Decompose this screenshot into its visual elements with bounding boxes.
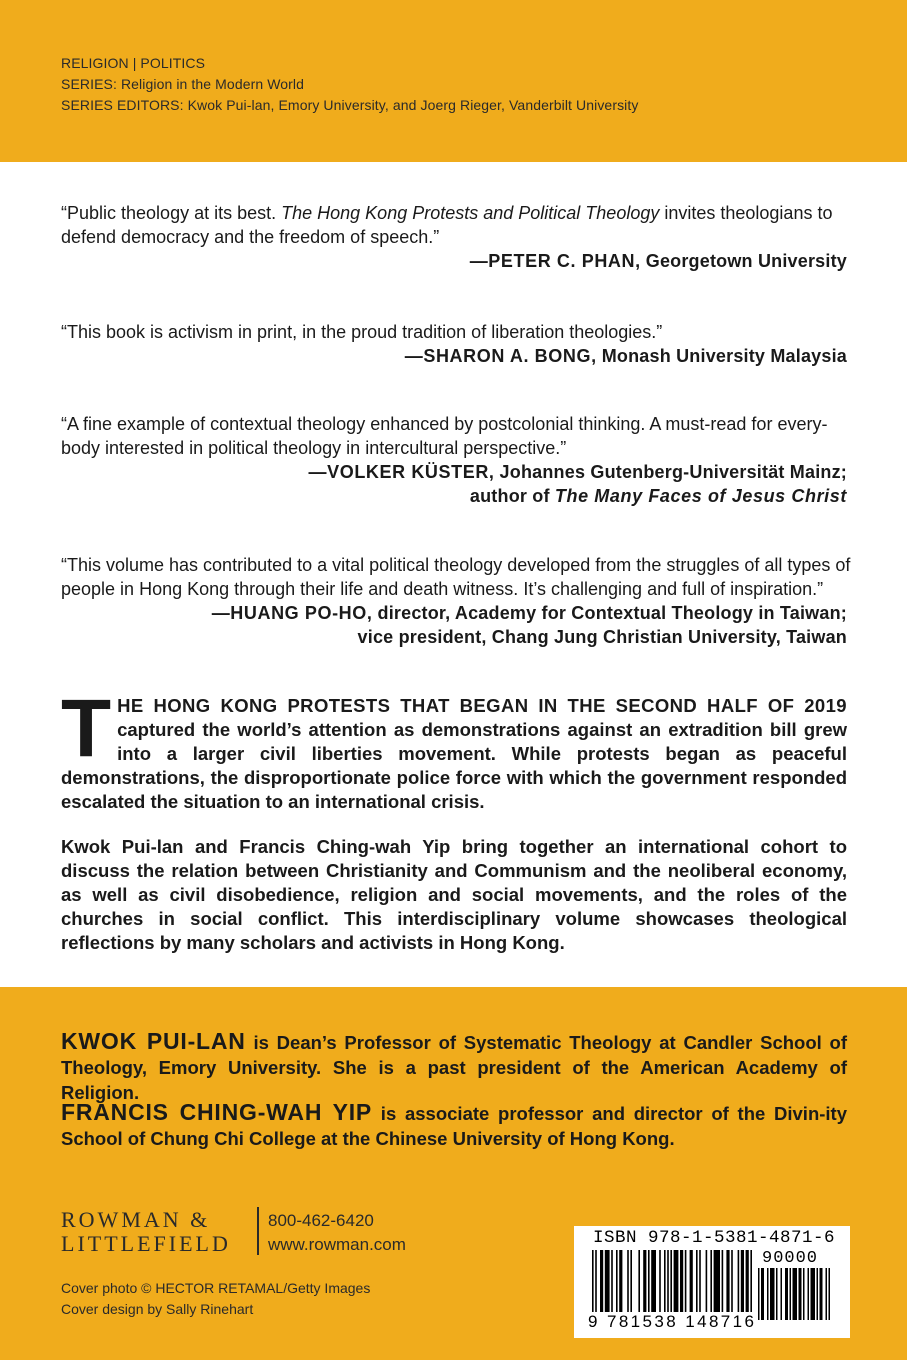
publisher-contact [268,1209,406,1257]
endorsement-text: “This volume has contributed to a vital political theology developed from the struggles of all types of people in Hong Kong through their life and death witness. It’s challenging and full of inspiration.” [61,555,851,599]
editors-line [61,95,638,116]
barcode-bar [826,1268,828,1320]
barcode-bar [638,1250,640,1316]
price-addon-number: 90000 [762,1249,819,1268]
design-credit: Cover design by Sally Rinehart [61,1301,254,1317]
barcode-bar [758,1268,760,1320]
author-bio-text: is Dean’s Professor of Systematic Theology at Candler School of Theology, Emory University. She is a past president of the American Academy of Religion. [61,1032,848,1103]
barcode-bar [611,1250,613,1316]
author-of-label: author of [469,486,555,506]
description-para2: Kwok Pui-lan and Francis Ching-wah Yip bring together an international cohort to discuss the relation between Christianity and Communism and the neoliberal economy, as well as civil disobedience, religion and social movements, and the roles of the churches in social conflict. This interdisciplinary volume showcases theological reflections by many scholars and activists in Hong Kong. [61,836,847,953]
barcode-bar [785,1268,788,1320]
barcode-bar [696,1250,698,1316]
publisher-line1: ROWMAN & [61,1207,211,1232]
endorser-extra: vice president, Chang Jung Christian University, Taiwan [357,627,847,647]
endorsement-attribution [61,601,851,625]
barcode-bar [770,1268,775,1320]
book-title: The Hong Kong Protests and Political Theology [281,203,660,223]
barcode-bar [811,1268,816,1320]
endorser-name: —PETER C. PHAN, [469,251,641,271]
barcode-bar [600,1250,603,1316]
barcode-bar [820,1268,823,1320]
barcode-bar [664,1250,666,1316]
endorser-name: —HUANG PO-HO, [211,603,373,623]
barcode-bar [738,1250,740,1316]
author-bio-1 [61,1029,847,1105]
barcode-bar [817,1268,819,1320]
categories: RELIGION | POLITICS [61,55,206,71]
barcode-bar [605,1250,610,1316]
barcode-bar [667,1250,669,1316]
barcode-bar [750,1250,752,1316]
barcode-bar [690,1250,693,1316]
barcode-bar [829,1268,831,1320]
endorser-name: —VOLKER KÜSTER, [308,462,495,482]
barcode-bar [790,1268,792,1320]
barcode-bar [627,1250,629,1316]
endorser-affiliation: Johannes Gutenberg-Universität Mainz; [499,462,847,482]
endorser-name: —SHARON A. BONG, [404,346,597,366]
series-line [61,74,638,95]
author-name: KWOK PUI-LAN [61,1028,246,1054]
barcode-bar [630,1250,632,1316]
publisher-logo [61,1208,231,1256]
barcode-bar [803,1268,805,1320]
isbn-barcode [574,1226,850,1338]
barcode-bar [685,1250,687,1316]
endorser-affiliation: Georgetown University [645,251,847,271]
barcode-bar [659,1250,661,1316]
barcode-bar [714,1250,720,1316]
endorsement-text: invites theologians to defend democracy and the freedom of speech.” [61,203,833,247]
drop-cap: T [61,683,112,774]
cover-credits [61,1278,370,1320]
isbn-number: ISBN 978-1-5381-4871-6 [593,1228,836,1248]
author-bio-2 [61,1100,847,1151]
series-info [61,53,638,116]
publisher-website: www.rowman.com [268,1235,406,1254]
series-name: Religion in the Modern World [120,76,305,92]
endorsement-2 [61,320,851,368]
barcode-bar [670,1250,672,1316]
endorser-affiliation: Monash University Malaysia [601,346,847,366]
barcode-bar [776,1268,778,1320]
barcode-bar [619,1250,622,1316]
barcode-bar [726,1250,729,1316]
barcode-bar [643,1250,646,1316]
endorsement-attribution-extra [61,625,851,649]
book-description-p2 [61,835,847,955]
endorsement-attribution [61,460,851,484]
editors-label: SERIES EDITORS: [61,97,184,113]
publisher-line2: LITTLEFIELD [61,1231,231,1256]
barcode-bar [746,1250,749,1316]
barcode-bar [674,1250,679,1316]
description-body: captured the world’s attention as demonstrations against an extradition bill grew into a larger civil liberties movement. While protests began as peaceful demonstrations, the disproportionate police force with which the government responded escalated the situation to an international crisis. [61,719,847,812]
barcode-bar [616,1250,618,1316]
barcode-bar [680,1250,683,1316]
endorser-book-title: The Many Faces of Jesus Christ [554,486,847,506]
endorsement-attribution [61,344,851,368]
barcode-bar [648,1250,650,1316]
endorsement-3 [61,412,851,508]
description-lead: HE HONG KONG PROTESTS THAT BEGAN IN THE SECOND HALF OF 2019 [117,695,847,716]
barcode-bar [808,1268,810,1320]
ean-digits: 9 781538 148716 [588,1312,757,1331]
publisher-phone: 800-462-6420 [268,1211,374,1230]
editors-names: Kwok Pui-lan, Emory University, and Joerg Rieger, Vanderbilt University [187,97,639,113]
barcode-bar [767,1268,769,1320]
series-label: SERIES: [61,76,117,92]
photo-credit: Cover photo © HECTOR RETAMAL/Getty Images [61,1280,371,1296]
addon-bars [758,1268,832,1330]
publisher-divider [257,1207,259,1255]
endorsement-attribution-extra [61,484,851,508]
barcode-bar [651,1250,656,1316]
endorsement-1 [61,201,851,273]
endorsement-attribution [61,249,851,273]
barcode-bar [781,1268,783,1320]
barcode-bar [722,1250,724,1316]
endorsement-text: “This book is activism in print, in the proud tradition of liberation theologies.” [61,322,663,342]
barcode-bar [761,1268,764,1320]
book-description-p1 [61,683,847,814]
barcode-bar [699,1250,701,1316]
barcode-bar [799,1268,802,1320]
barcode-bar [741,1250,744,1316]
endorser-affiliation: director, Academy for Contextual Theology in Taiwan; [377,603,847,623]
author-bio-text: is associate professor and director of the Divin-ity School of Chung Chi College at the Chinese University of Hong Kong. [61,1103,847,1149]
endorsement-4 [61,553,851,649]
author-name: FRANCIS CHING-WAH YIP [61,1099,373,1125]
endorsement-text: “Public theology at its best. [61,203,282,223]
barcode-bar [731,1250,733,1316]
barcode-bar [793,1268,798,1320]
endorsement-text: “A fine example of contextual theology enhanced by postcolonial thinking. A must-read for every-body interested in political theology in intercultural perspective.” [61,414,828,458]
